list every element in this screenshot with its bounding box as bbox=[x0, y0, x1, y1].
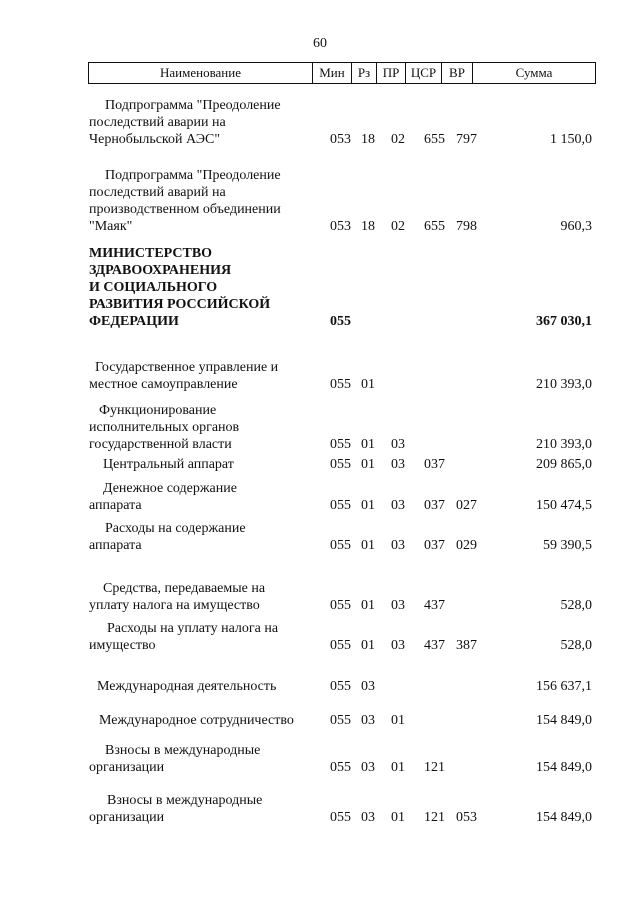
row-vr: 797 bbox=[456, 132, 477, 147]
row-min: 055 bbox=[330, 713, 351, 728]
row-min: 055 bbox=[330, 498, 351, 513]
row-rz: 01 bbox=[361, 457, 375, 472]
row-sum: 150 474,5 bbox=[536, 498, 592, 513]
row-name bbox=[89, 480, 319, 514]
row-sum: 154 849,0 bbox=[536, 713, 592, 728]
row-vr: 027 bbox=[456, 498, 477, 513]
row-min: 053 bbox=[330, 132, 351, 147]
page-number: 60 bbox=[313, 36, 327, 51]
table-row bbox=[0, 712, 640, 729]
row-csr: 121 bbox=[424, 760, 445, 775]
table-row bbox=[0, 456, 640, 473]
row-name-line: ЗДРАВООХРАНЕНИЯ bbox=[89, 263, 232, 278]
row-name bbox=[89, 742, 319, 776]
row-name bbox=[89, 620, 319, 654]
table-row bbox=[0, 520, 640, 554]
row-name-line: ФЕДЕРАЦИИ bbox=[89, 314, 179, 329]
header-pr: ПР bbox=[376, 63, 405, 83]
row-name-line: Денежное содержание bbox=[103, 481, 237, 496]
row-csr: 437 bbox=[424, 638, 445, 653]
row-name-line: И СОЦИАЛЬНОГО bbox=[89, 280, 218, 295]
row-name-line: Подпрограмма "Преодоление bbox=[105, 98, 281, 113]
row-name-line: Взносы в международные bbox=[105, 743, 261, 758]
table-row bbox=[0, 678, 640, 695]
row-sum: 960,3 bbox=[560, 219, 592, 234]
row-name bbox=[89, 456, 319, 473]
header-sum: Сумма bbox=[472, 63, 595, 83]
row-name bbox=[89, 678, 319, 695]
row-sum: 154 849,0 bbox=[536, 810, 592, 825]
row-name bbox=[89, 97, 319, 148]
row-name-line: Международное сотрудничество bbox=[99, 713, 294, 728]
row-sum: 367 030,1 bbox=[536, 314, 592, 329]
row-sum: 528,0 bbox=[560, 598, 592, 613]
row-min: 055 bbox=[330, 598, 351, 613]
row-vr: 029 bbox=[456, 538, 477, 553]
row-rz: 03 bbox=[361, 760, 375, 775]
table-row bbox=[0, 359, 640, 393]
table-row bbox=[0, 620, 640, 654]
table-row bbox=[0, 480, 640, 514]
table-row bbox=[0, 245, 640, 330]
row-pr: 02 bbox=[391, 219, 405, 234]
row-sum: 59 390,5 bbox=[543, 538, 592, 553]
row-rz: 03 bbox=[361, 810, 375, 825]
row-name-line: Международная деятельность bbox=[97, 679, 277, 694]
row-pr: 03 bbox=[391, 498, 405, 513]
row-csr: 655 bbox=[424, 219, 445, 234]
row-rz: 18 bbox=[361, 219, 375, 234]
table-row bbox=[0, 97, 640, 148]
row-pr: 01 bbox=[391, 810, 405, 825]
table-row bbox=[0, 742, 640, 776]
row-name-line: государственной власти bbox=[89, 437, 232, 452]
row-name-line: последствий аварии на bbox=[89, 115, 226, 130]
row-name-line: Центральный аппарат bbox=[103, 457, 234, 472]
row-sum: 528,0 bbox=[560, 638, 592, 653]
row-name-line: Государственное управление и bbox=[95, 360, 279, 375]
row-name-line: Чернобыльской АЭС" bbox=[89, 132, 221, 147]
table-row bbox=[0, 167, 640, 235]
row-sum: 1 150,0 bbox=[550, 132, 592, 147]
row-sum: 154 849,0 bbox=[536, 760, 592, 775]
row-rz: 01 bbox=[361, 377, 375, 392]
row-name bbox=[89, 712, 319, 729]
row-rz: 01 bbox=[361, 598, 375, 613]
row-name-line: уплату налога на имущество bbox=[89, 598, 260, 613]
row-name bbox=[89, 245, 319, 330]
row-csr: 037 bbox=[424, 457, 445, 472]
row-name-line: Расходы на содержание bbox=[105, 521, 246, 536]
row-vr: 053 bbox=[456, 810, 477, 825]
row-name-line: Функционирование bbox=[99, 403, 217, 418]
row-csr: 037 bbox=[424, 498, 445, 513]
row-pr: 03 bbox=[391, 638, 405, 653]
row-sum: 210 393,0 bbox=[536, 377, 592, 392]
table-row bbox=[0, 402, 640, 453]
row-min: 055 bbox=[330, 810, 351, 825]
row-name-line: Подпрограмма "Преодоление bbox=[105, 168, 281, 183]
row-min: 055 bbox=[330, 538, 351, 553]
header-vr: ВР bbox=[441, 63, 472, 83]
header-rz: Рз bbox=[351, 63, 376, 83]
row-min: 055 bbox=[330, 437, 351, 452]
row-name bbox=[89, 359, 319, 393]
row-vr: 387 bbox=[456, 638, 477, 653]
table-row bbox=[0, 580, 640, 614]
row-csr: 121 bbox=[424, 810, 445, 825]
row-vr: 798 bbox=[456, 219, 477, 234]
row-sum: 156 637,1 bbox=[536, 679, 592, 694]
row-rz: 18 bbox=[361, 132, 375, 147]
row-pr: 01 bbox=[391, 713, 405, 728]
row-rz: 01 bbox=[361, 498, 375, 513]
row-rz: 01 bbox=[361, 538, 375, 553]
row-name bbox=[89, 792, 319, 826]
row-min: 055 bbox=[330, 679, 351, 694]
row-min: 055 bbox=[330, 760, 351, 775]
row-rz: 03 bbox=[361, 713, 375, 728]
row-name-line: аппарата bbox=[89, 538, 142, 553]
row-name-line: Взносы в международные bbox=[107, 793, 263, 808]
row-name-line: организации bbox=[89, 760, 165, 775]
table-header bbox=[88, 62, 596, 84]
header-name: Наименование bbox=[160, 65, 241, 80]
row-sum: 209 865,0 bbox=[536, 457, 592, 472]
row-pr: 03 bbox=[391, 457, 405, 472]
row-name-line: Средства, передаваемые на bbox=[103, 581, 266, 596]
row-min: 053 bbox=[330, 219, 351, 234]
row-name-line: организации bbox=[89, 810, 165, 825]
row-name-line: исполнительных органов bbox=[89, 420, 240, 435]
row-pr: 02 bbox=[391, 132, 405, 147]
row-min: 055 bbox=[330, 638, 351, 653]
row-min: 055 bbox=[330, 314, 351, 329]
row-name-line: аппарата bbox=[89, 498, 142, 513]
header-min: Мин bbox=[312, 63, 351, 83]
row-pr: 03 bbox=[391, 538, 405, 553]
row-name-line: Расходы на уплату налога на bbox=[107, 621, 279, 636]
row-name-line: производственном объединении bbox=[89, 202, 281, 217]
row-name bbox=[89, 580, 319, 614]
row-name bbox=[89, 520, 319, 554]
row-name-line: "Маяк" bbox=[89, 219, 133, 234]
header-csr: ЦСР bbox=[405, 63, 441, 83]
table-row bbox=[0, 792, 640, 826]
row-csr: 437 bbox=[424, 598, 445, 613]
row-name-line: последствий аварий на bbox=[89, 185, 226, 200]
row-sum: 210 393,0 bbox=[536, 437, 592, 452]
row-rz: 01 bbox=[361, 638, 375, 653]
row-name-line: местное самоуправление bbox=[89, 377, 238, 392]
row-name-line: имущество bbox=[89, 638, 156, 653]
row-rz: 01 bbox=[361, 437, 375, 452]
row-name-line: МИНИСТЕРСТВО bbox=[89, 246, 213, 261]
row-min: 055 bbox=[330, 377, 351, 392]
row-csr: 037 bbox=[424, 538, 445, 553]
row-min: 055 bbox=[330, 457, 351, 472]
row-name bbox=[89, 402, 319, 453]
row-pr: 03 bbox=[391, 598, 405, 613]
row-rz: 03 bbox=[361, 679, 375, 694]
row-csr: 655 bbox=[424, 132, 445, 147]
row-pr: 03 bbox=[391, 437, 405, 452]
row-name bbox=[89, 167, 319, 235]
row-pr: 01 bbox=[391, 760, 405, 775]
row-name-line: РАЗВИТИЯ РОССИЙСКОЙ bbox=[89, 297, 271, 312]
